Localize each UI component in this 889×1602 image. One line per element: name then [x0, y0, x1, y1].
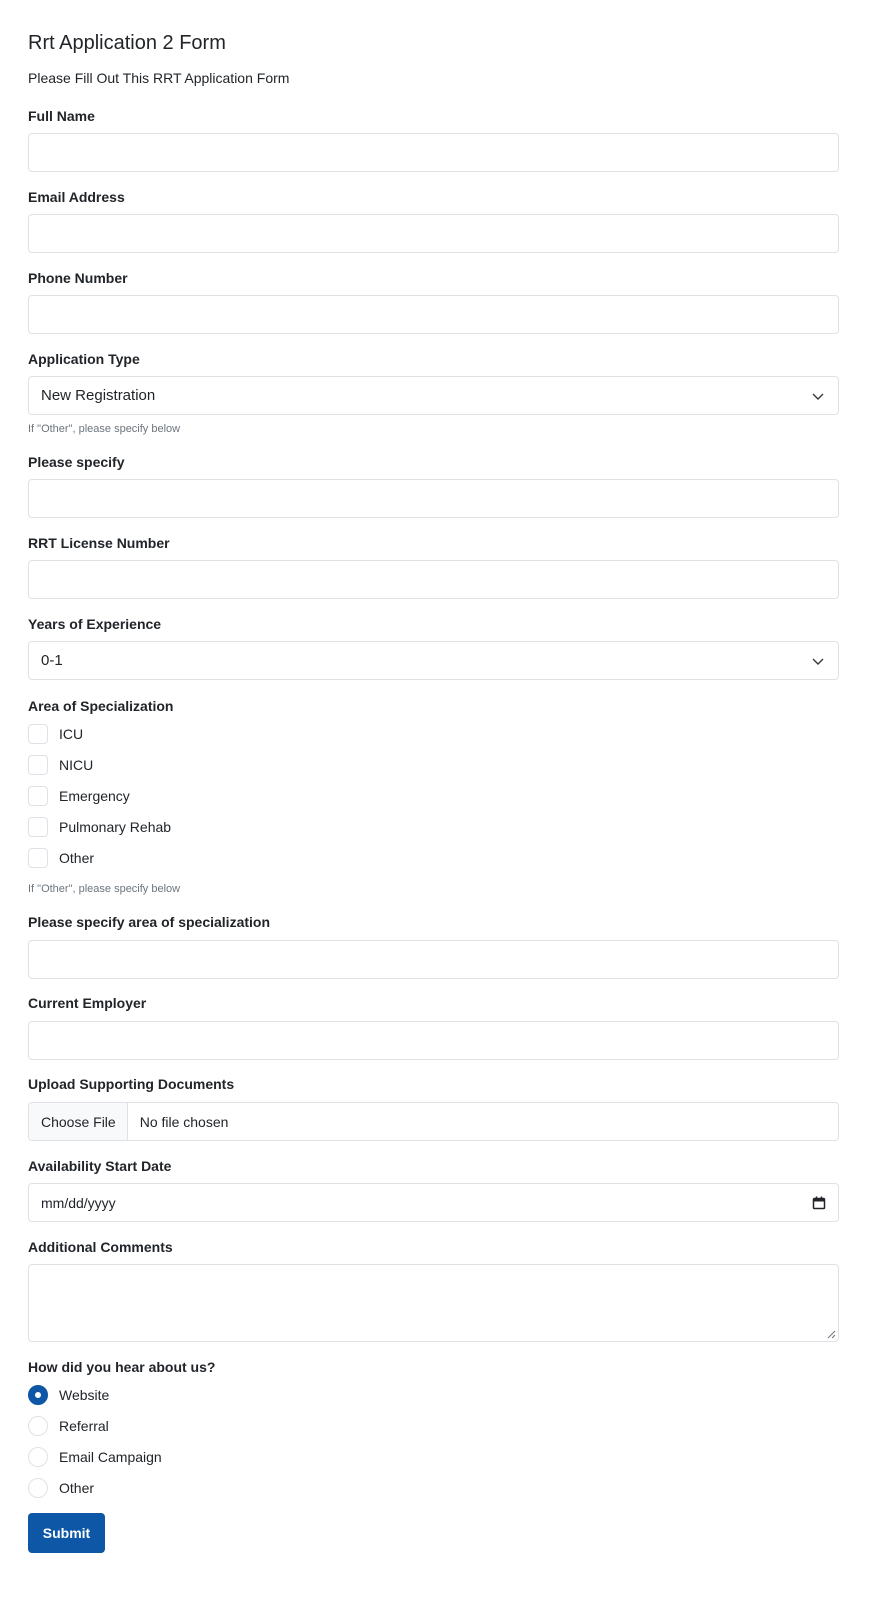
application-type-select[interactable] — [28, 376, 839, 415]
file-upload-input[interactable] — [28, 1102, 839, 1141]
application-type-help: If "Other", please specify below — [28, 423, 181, 435]
license-input[interactable] — [28, 560, 839, 599]
comments-label: Additional Comments — [28, 1239, 173, 1255]
specialization-checkbox[interactable] — [28, 848, 48, 868]
full-name-label: Full Name — [28, 108, 95, 124]
referral-option-label: Website — [59, 1386, 110, 1403]
email-input[interactable] — [28, 214, 839, 253]
resize-grip-icon[interactable] — [827, 1330, 836, 1339]
referral-option-other[interactable] — [28, 1472, 162, 1503]
chevron-down-icon — [812, 655, 824, 667]
referral-radio[interactable] — [28, 1385, 48, 1405]
referral-option-label: Email Campaign — [59, 1448, 162, 1465]
referral-option-email-campaign[interactable] — [28, 1441, 162, 1472]
specialization-option-label: Other — [59, 849, 95, 866]
specialization-options — [28, 718, 171, 873]
phone-label: Phone Number — [28, 270, 128, 286]
referral-option-label: Referral — [59, 1417, 109, 1434]
specialization-help: If "Other", please specify below — [28, 883, 181, 895]
start-date-placeholder: mm/dd/yyyy — [41, 1194, 116, 1211]
file-status: No file chosen — [139, 1113, 229, 1130]
referral-radio[interactable] — [28, 1447, 48, 1467]
application-type-value: New Registration — [41, 387, 156, 404]
calendar-icon[interactable] — [812, 1196, 826, 1210]
specialization-checkbox[interactable] — [28, 817, 48, 837]
specialization-checkbox[interactable] — [28, 786, 48, 806]
specialization-option-icu[interactable] — [28, 718, 171, 749]
specialization-option-pulmonary-rehab[interactable] — [28, 811, 171, 842]
specialization-checkbox[interactable] — [28, 755, 48, 775]
email-label: Email Address — [28, 189, 125, 205]
referral-option-label: Other — [59, 1479, 95, 1496]
license-label: RRT License Number — [28, 535, 170, 551]
start-date-label: Availability Start Date — [28, 1158, 172, 1174]
form-title: Rrt Application 2 Form — [28, 32, 226, 54]
specify-specialization-label: Please specify area of specialization — [28, 914, 271, 930]
form-subtitle: Please Fill Out This RRT Application Form — [28, 70, 290, 86]
referral-option-website[interactable] — [28, 1379, 162, 1410]
comments-textarea[interactable] — [28, 1264, 839, 1342]
phone-input[interactable] — [28, 295, 839, 334]
referral-radio[interactable] — [28, 1416, 48, 1436]
specialization-option-label: ICU — [59, 725, 84, 742]
please-specify-input[interactable] — [28, 479, 839, 518]
experience-select[interactable] — [28, 641, 839, 680]
specialization-option-nicu[interactable] — [28, 749, 171, 780]
specialization-option-other[interactable] — [28, 842, 171, 873]
upload-label: Upload Supporting Documents — [28, 1076, 235, 1092]
experience-value: 0-1 — [41, 652, 63, 669]
specialization-option-label: NICU — [59, 756, 94, 773]
choose-file-button[interactable]: Choose File — [29, 1103, 128, 1140]
specialization-option-label: Emergency — [59, 787, 130, 804]
specialization-label: Area of Specialization — [28, 698, 174, 714]
referral-options — [28, 1379, 162, 1503]
start-date-input[interactable] — [28, 1183, 839, 1222]
application-type-label: Application Type — [28, 351, 140, 367]
specialization-checkbox[interactable] — [28, 724, 48, 744]
experience-label: Years of Experience — [28, 616, 162, 632]
chevron-down-icon — [812, 390, 824, 402]
submit-button[interactable]: Submit — [28, 1513, 105, 1553]
referral-label: How did you hear about us? — [28, 1359, 216, 1375]
employer-label: Current Employer — [28, 995, 147, 1011]
employer-input[interactable] — [28, 1021, 839, 1060]
please-specify-label: Please specify — [28, 454, 125, 470]
specify-specialization-input[interactable] — [28, 940, 839, 979]
referral-radio[interactable] — [28, 1478, 48, 1498]
referral-option-referral[interactable] — [28, 1410, 162, 1441]
full-name-input[interactable] — [28, 133, 839, 172]
specialization-option-emergency[interactable] — [28, 780, 171, 811]
specialization-option-label: Pulmonary Rehab — [59, 818, 172, 835]
